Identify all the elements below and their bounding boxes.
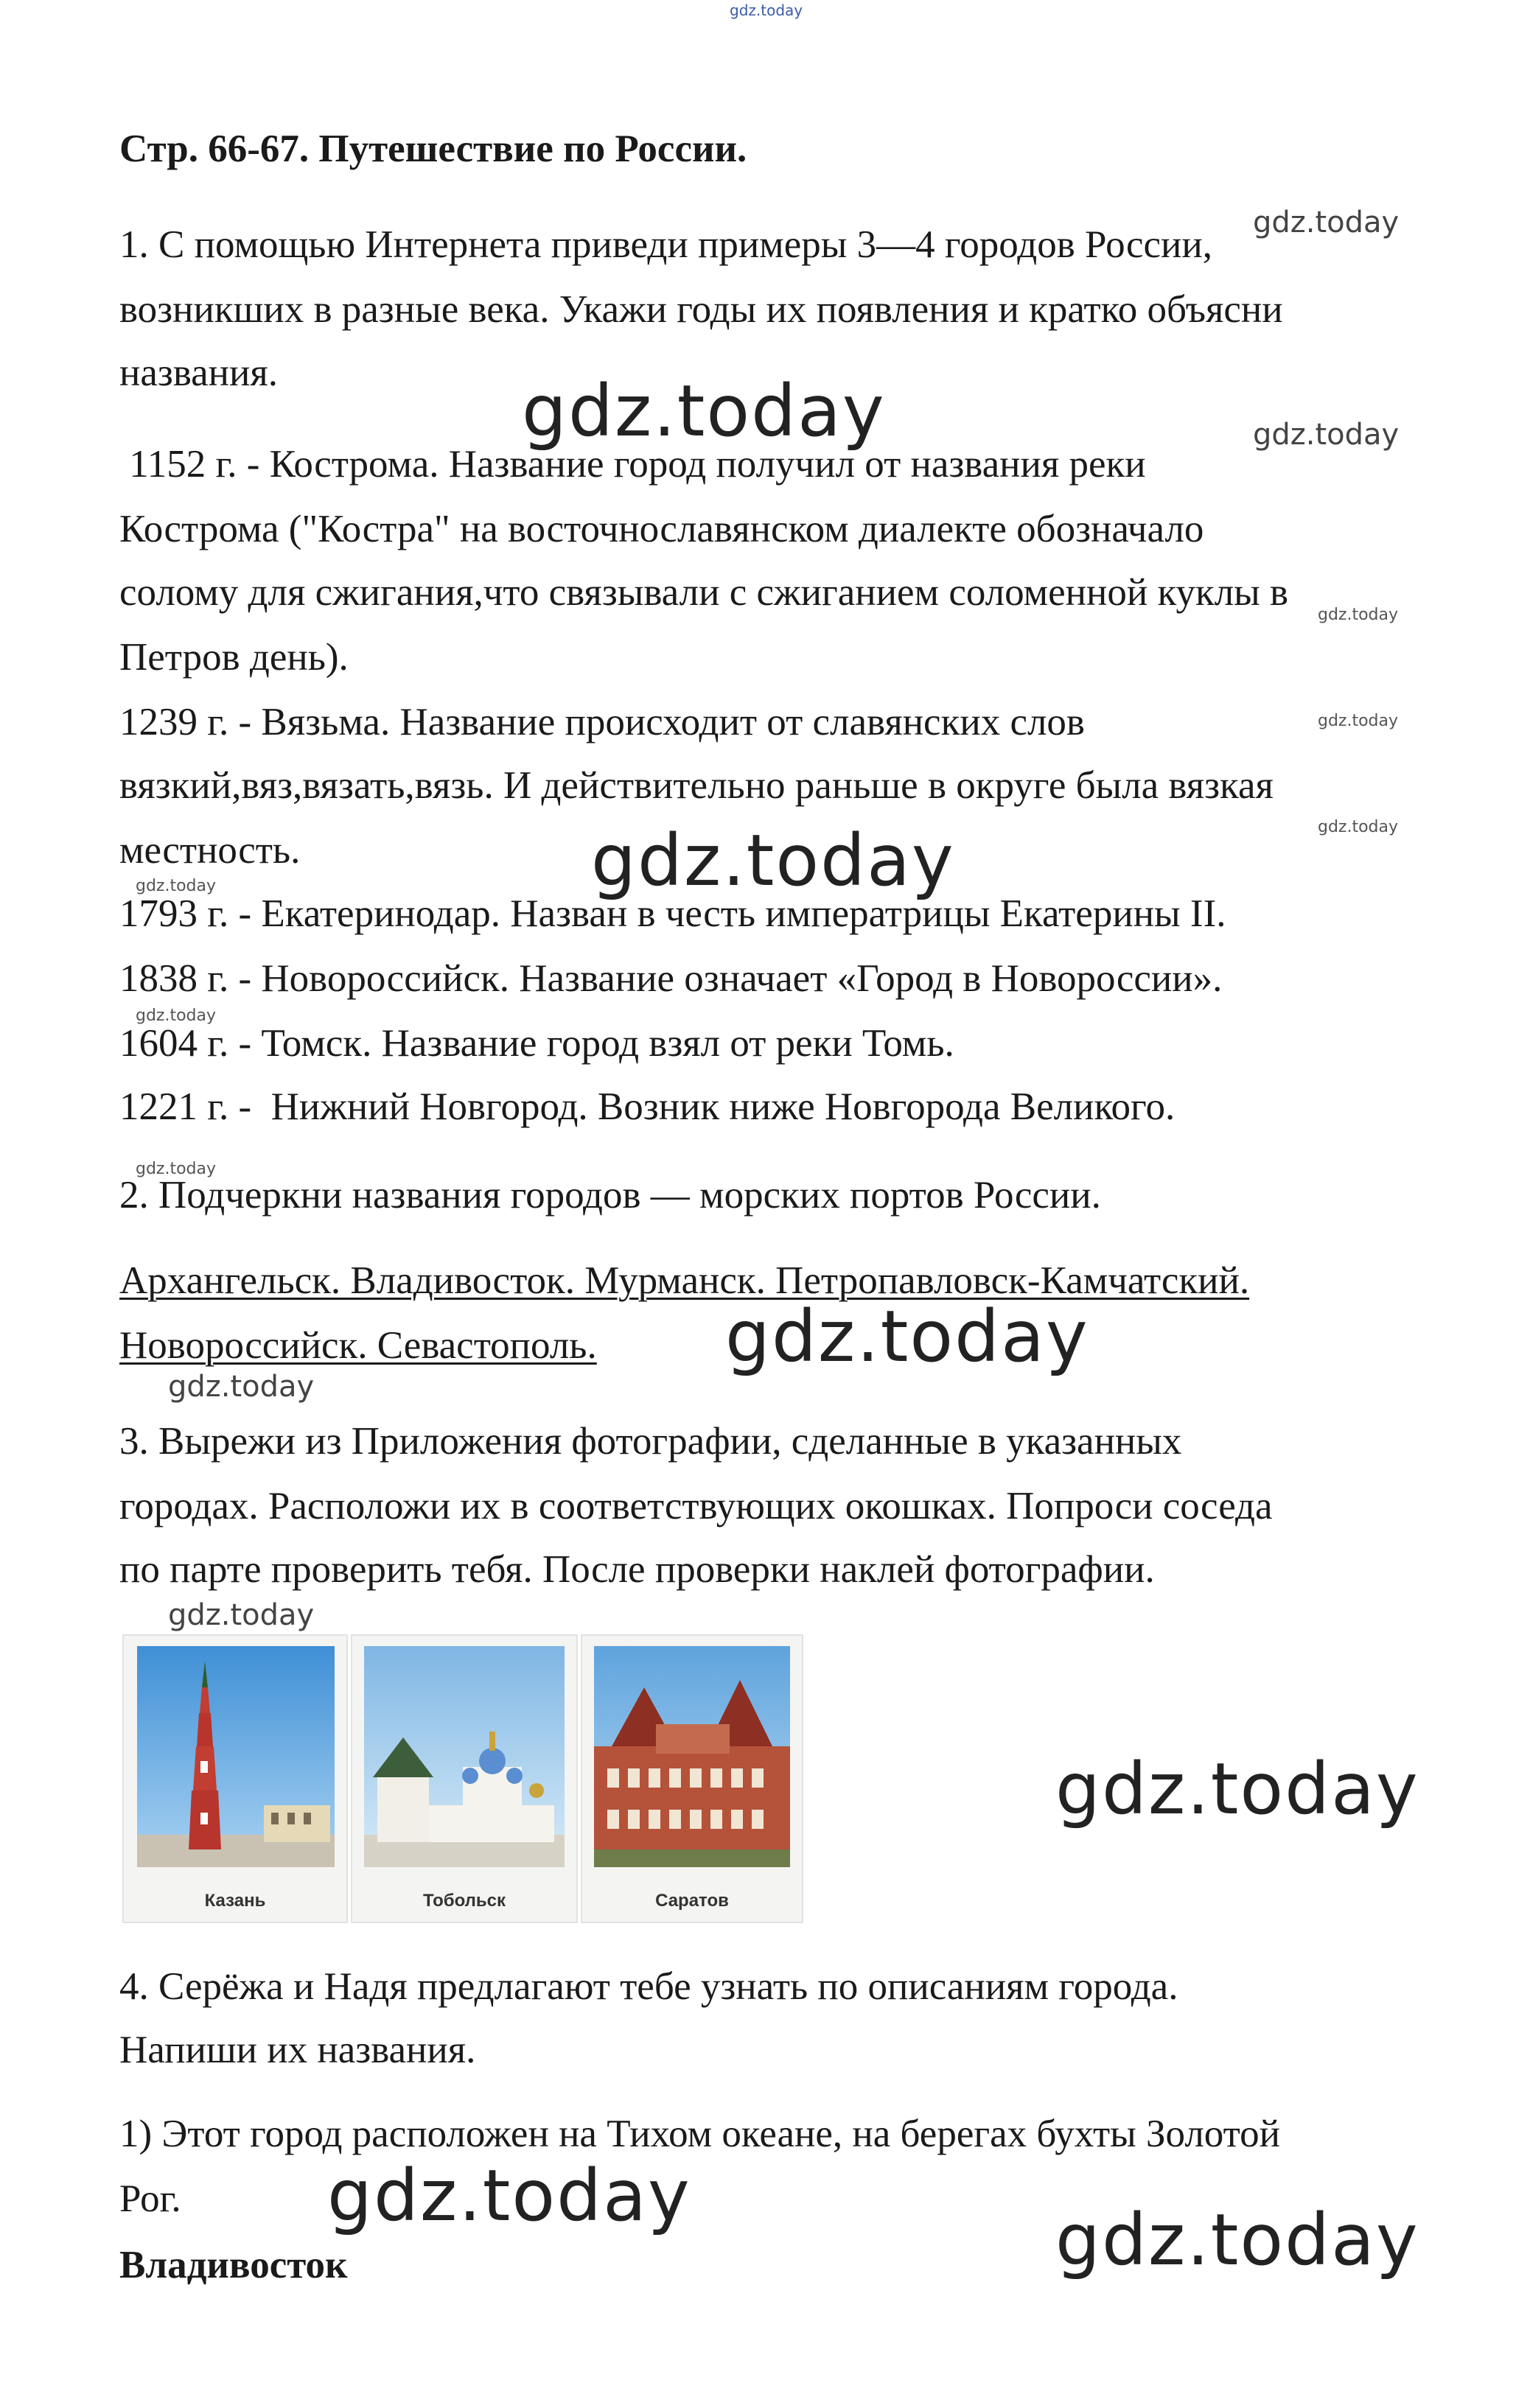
task4-item1-line-1: 1) Этот город расположен на Тихом океане, на берегах бухты Золотой xyxy=(119,2113,1280,2155)
task2-answer-line: Архангельск. Владивосток. Мурманск. Петропавловск-Камчатский. xyxy=(119,1259,1250,1302)
task1-answer-line: местность. xyxy=(119,829,301,872)
task1-answer-line: 1793 г. - Екатеринодар. Назван в честь императрицы Екатерины II. xyxy=(119,892,1226,935)
building-icon xyxy=(582,1636,802,1925)
task1-answer-line: 1152 г. - Кострома. Название город получил от названия реки xyxy=(119,443,1146,486)
watermark: gdz.today xyxy=(136,877,217,895)
photo-caption: Тобольск xyxy=(422,1891,506,1911)
tower-icon xyxy=(124,1636,346,1925)
task4-item1-line-2: Рог. xyxy=(119,2177,181,2220)
photo-tobolsk xyxy=(351,1634,578,1923)
watermark: gdz.today xyxy=(136,1160,217,1178)
task1-answer-line: Кострома ("Костра" на восточнославянском диалекте обозначало xyxy=(119,508,1204,550)
task2-question: 2. Подчеркни названия городов — морских портов России. xyxy=(119,1174,1101,1217)
task4-line-1: 4. Серёжа и Надя предлагают тебе узнать по описаниям города. xyxy=(119,1965,1178,2008)
watermark: gdz.today xyxy=(591,819,955,902)
watermark: gdz.today xyxy=(136,1007,217,1025)
watermark: gdz.today xyxy=(1318,712,1399,730)
task2-answer-line: Новороссийск. Севастополь. xyxy=(119,1324,597,1367)
task1-line-1: 1. С помощью Интернета приведи примеры 3—4 городов России, xyxy=(119,223,1212,266)
watermark: gdz.today xyxy=(168,1370,315,1404)
watermark: gdz.today xyxy=(1055,1748,1419,1830)
photo-kazan xyxy=(122,1634,348,1923)
task3-line-2: городах. Расположи их в соответствующих окошках. Попроси соседа xyxy=(119,1485,1273,1527)
watermark: gdz.today xyxy=(1055,2199,1419,2281)
task1-answer-line: вязкий,вяз,вязать,вязь. И действительно раньше в округе была вязкая xyxy=(119,764,1274,807)
photo-caption: Казань xyxy=(204,1891,266,1911)
task3-line-1: 3. Вырежи из Приложения фотографии, сделанные в указанных xyxy=(119,1420,1182,1463)
task1-answer-line: 1604 г. - Томск. Название город взял от реки Томь. xyxy=(119,1022,954,1065)
task1-answer-line: Петров день). xyxy=(119,636,349,679)
watermark: gdz.today xyxy=(168,1598,315,1632)
watermark: gdz.today xyxy=(1318,606,1399,624)
photo-saratov xyxy=(581,1634,803,1923)
watermark: gdz.today xyxy=(1318,818,1399,836)
watermark: gdz.today xyxy=(1253,418,1400,452)
task1-answer-line: 1239 г. - Вязьма. Название происходит от славянских слов xyxy=(119,701,1085,743)
task1-answer-line: солому для сжигания,что связывали с сжиганием соломенной куклы в xyxy=(119,571,1289,614)
page-title: Стр. 66-67. Путешествие по России. xyxy=(119,127,747,170)
task3-line-3: по парте проверить тебя. После проверки наклей фотографии. xyxy=(119,1548,1155,1591)
top-watermark[interactable]: gdz.today xyxy=(730,1,803,19)
kremlin-icon xyxy=(352,1636,576,1925)
task4-line-2: Напиши их названия. xyxy=(119,2029,476,2071)
task1-answer-line: 1838 г. - Новороссийск. Название означает «Город в Новороссии». xyxy=(119,957,1223,1000)
task1-answer-line: 1221 г. - Нижний Новгород. Возник ниже Новгорода Великого. xyxy=(119,1085,1176,1128)
watermark: gdz.today xyxy=(1253,206,1400,239)
task1-line-3: названия. xyxy=(119,351,279,394)
photo-caption: Саратов xyxy=(655,1891,729,1911)
task4-item1-answer: Владивосток xyxy=(119,2244,348,2286)
task1-line-2: возникших в разные века. Укажи годы их появления и кратко объясни xyxy=(119,288,1283,331)
watermark: gdz.today xyxy=(522,370,886,452)
watermark: gdz.today xyxy=(327,2155,691,2237)
watermark: gdz.today xyxy=(725,1295,1089,1378)
